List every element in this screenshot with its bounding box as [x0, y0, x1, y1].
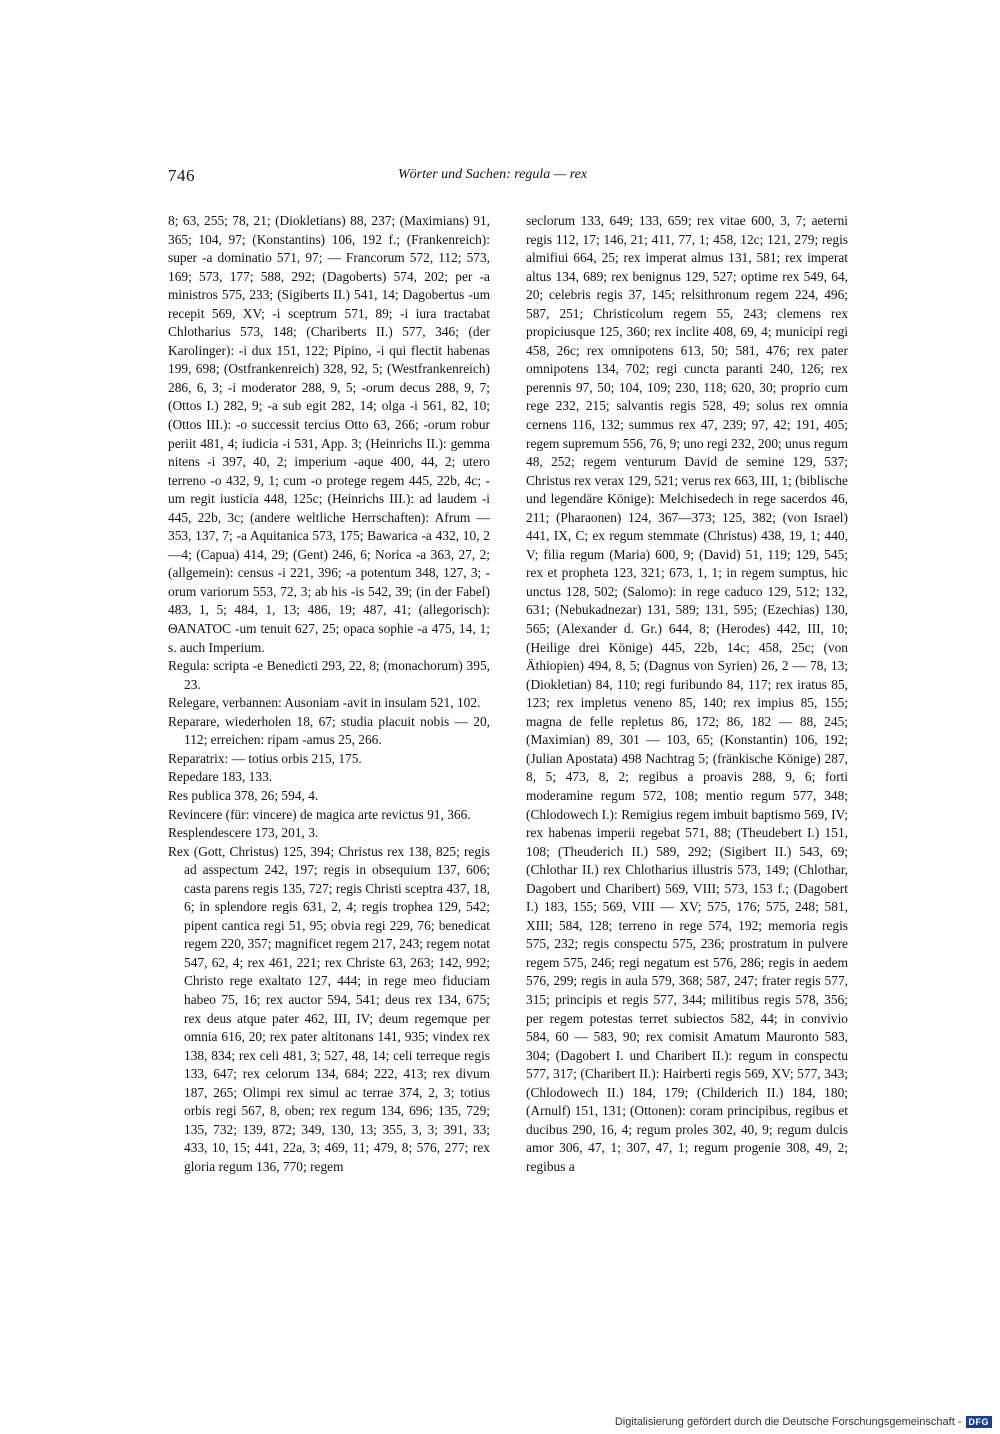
right-column — [526, 212, 848, 1176]
running-title: Wörter und Sachen: regula — rex — [398, 167, 588, 182]
entry-repedare: Repedare 183, 133. — [168, 769, 273, 785]
footer-text: Digitalisierung gefördert durch die Deutsche Forschungsgemeinschaft - — [614, 1416, 962, 1428]
entry-res-publica: Res publica 378, 26; 594, 4. — [168, 787, 319, 803]
entry-relegare: Relegare, verbannen: Ausoniam -avit in insulam 521, 102. — [168, 695, 481, 711]
dfg-logo: DFG — [966, 1416, 993, 1428]
left-column — [168, 212, 490, 1176]
entry-reparare: Reparare, wiederholen 18, 67; studia placuit nobis — 20, 112; erreichen: ripam -amus 25, 266. — [168, 713, 490, 748]
entry-resplendescere: Resplendescere 173, 201, 3. — [168, 825, 319, 841]
entry-regula: Regula: scripta -e Benedicti 293, 22, 8; (monachorum) 395, 23. — [168, 658, 490, 692]
entry-rex: Rex (Gott, Christus) 125, 394; Christus rex 138, 825; regis ad asspectum 242, 197; regis in obsequium 137, 606; casta parens regis 135, 727; regis Christi sceptra 437, 18, 6; in splendore regis 631, 2, 4; regis trophea 129, 542; pipent cantica regi 51, 95; obvia regi 229, 76; benedicat regem 220, 357; magnificet regem 217, 243; regem notat 547, 62, 4; rex 461, 221; rex Christe 63, 263; 142, 992; Christo rege exaltato 127, 444; in rege meo fiduciam habeo 75, 16; rex auctor 594, 541; deus rex 134, 675; rex deus atque pater 462, III, IV; deum regemque per omnia 616, 20; rex pater altitonans 141, 935; vindex rex 138, 834; rex celi 481, 3; 527, 48, 14; celi terreque regis 133, 647; rex celorum 134, 684; 222, 413; rex divum 187, 265; Olimpi rex simul ac terrae 374, 2, 3; totius orbis regi 567, 8, oben; rex regum 134, 696; 135, 729; 135, 732; 139, 872; 349, 130, 13; 355, 3, 3; 391, 33; 433, 10, 15; 441, 22a, 3; 469, 11; 479, 8; 576, 277; rex gloria regum 136, 770; regem — [168, 843, 490, 1174]
digitization-footer — [615, 1416, 992, 1428]
page-number: 746 — [168, 166, 195, 185]
entry-revincere: Revincere (für: vincere) de magica arte revictus 91, 366. — [168, 806, 471, 822]
entry-continuation: 8; 63, 255; 78, 21; (Diokletians) 88, 237; (Maximians) 91, 365; 104, 97; (Konstantins) 106, 192 f.; (Frankenreich): super -a dominatio 571, 97; — Francorum 572, 112; 573, 169; 573, 177; 588, 292; (Dagoberts) 574, 202; per -a ministros 575, 233; (Sigiberts II.) 541, 14; Dagobertus -um recepit 569, XV; -i sceptrum 571, 89; -i iura tractabat Chlotharius 573, 148; (Chariberts II.) 577, 346; (der Karolinger): -i dux 151, 122; Pipino, -i qui flectit habenas 199, 698; (Ostfrankenreich) 328, 92, 5; (Westfrankenreich) 286, 6, 3; -i moderator 288, 9, 5; -orum decus 288, 9, 7; (Ottos I.) 282, 9; -a sub egit 282, 14; olga -i 561, 82, 10; (Ottos III.): -o successit tercius Otto 63, 266; -orum robur periit 481, 4; iudicia -i 531, App. 3; (Heinrichs II.): gemma nitens -i 397, 40, 2; imperium -aque 400, 44, 2; utero terreno -o 432, 9, 1; cum -o protege regem 445, 22b, 4c; -um regit iusticia 448, 125c; (Heinrichs III.): ad laudem -i 445, 22b, 3c; (andere weltliche Herrschaften): Afrum — 353, 137, 7; -a Aquitanica 573, 175; Bawarica -a 432, 10, 2—4; (Capua) 414, 29; (Gent) 246, 6; Norica -a 363, 27, 2; (allgemein): census -i 221, 396; -a potentum 348, 127, 3; -orum variorum 553, 72, 3; ab his -is 542, 39; (in der Fabel) 483, 1, 5; 484, 1, 13; 486, 19; 487, 41; (allegorisch): ΘΑΝΑΤΟC -um tenuit 627, 25; opaca sophie -a 475, 14, 1; s. auch Imperium. — [168, 213, 490, 655]
entry-reparatrix: Reparatrix: — totius orbis 215, 175. — [168, 750, 362, 766]
entry-rex-continuation: seclorum 133, 649; 133, 659; rex vitae 600, 3, 7; aeterni regis 112, 17; 146, 21; 411, 77, 1; 458, 12c; 121, 279; regis almifiui 664, 25; rex imperat almus 131, 581; rex imperat altus 134, 689; rex benignus 129, 527; optime rex 549, 64, 20; celebris regis 37, 145; relsithronum regem 224, 496; 587, 251; Christicolum regem 55, 243; clemens rex propiciusque 125, 360; rex inclite 408, 69, 4; municipi regi 458, 26c; rex omnipotens 613, 50; 581, 476; rex pater omnipotens 134, 702; regi cuncta paranti 240, 126; rex perennis 97, 50; 104, 109; 230, 118; 620, 30; proprio cum rege 232, 215; salvantis regis 528, 49; solus rex omnia cernens 116, 132; summus rex 47, 239; 97, 42; 191, 405; regem supremum 556, 76, 9; uno regi 232, 200; unus regum 48, 252; regem venturum David de semine 129, 537; Christus rex verax 129, 521; verus rex 663, III, 1; (biblische und legendäre Könige): Melchisedech in rege sacerdos 46, 211; (Pharaonen) 124, 367—373; 125, 382; (von Israel) 441, IX, C; ex regum stemmate (Christus) 438, 19, 1; 440, V; filia regum (Maria) 600, 9; (David) 51, 119; 129, 545; rex et propheta 123, 321; 673, 1, 1; in regem sumptus, hic unctus 128, 502; (Salomo): in rege caduco 129, 512; 132, 631; (Nebukadnezar) 131, 589; 131, 595; (Ezechias) 130, 565; (Alexander d. Gr.) 644, 8; (Herodes) 442, III, 10; (Heilige drei Könige) 445, 22b, 14c; 458, 25c; (von Äthiopien) 494, 8, 5; (Dagnus von Syrien) 26, 2 — 78, 13; (Diokletian) 84, 110; regi furibundo 84, 117; rex iratus 85, 123; rex impletus veneno 85, 140; rex impius 85, 155; magna de felle repletus 86, 172; 86, 182 — 88, 245; (Maximian) 89, 301 — 103, 65; (Konstantin) 106, 192; (Julian Apostata) 498 Nachtrag 5; (fränkische Könige) 287, 8, 5; 473, 8, 2; regibus a proavis 288, 9, 6; forti moderamine regum 572, 108; mentio regum 577, 348; (Chlodowech I.): Remigius regem imbuit baptismo 569, IV; rex habenas imperii regebat 571, 88; (Theudebert I.) 151, 108; (Theuderich II.) 589, 292; (Sigibert II.) 543, 69; (Chlothar II.) rex Chlotharius illustris 573, 149; (Chlothar, Dagobert und Charibert) 569, VIII; 573, 153 f.; (Dagobert I.) 183, 155; 569, VIII — XV; 575, 176; 575, 248; 581, XIII; 584, 128; terreno in rege 574, 192; memoria regis 575, 232; regis conspectu 575, 236; prostratum in pulvere regem 575, 246; regi negatum est 576, 286; regis in aedem 576, 299; regis in aula 579, 368; 587, 247; frater regis 577, 315; principis et regis 577, 344; militibus regis 578, 356; per regem potestas terret subiectos 582, 44; in convivio 584, 60 — 583, 90; rex comisit Amatum Mauronto 583, 304; (Dagobert I. und Charibert II.): regum in conspectu 577, 317; (Charibert II.): Hairberti regis 569, XV; 577, 343; (Chlodowech II.) 184, 179; (Childerich II.) 184, 180; (Arnulf) 151, 131; (Ottonen): coram principibus, regibus et ducibus 290, 16, 4; regum proles 302, 40, 9; regum dulcis amor 306, 47, 1; 307, 47, 1; regum progenie 308, 49, 2; regibus a — [526, 213, 848, 1174]
